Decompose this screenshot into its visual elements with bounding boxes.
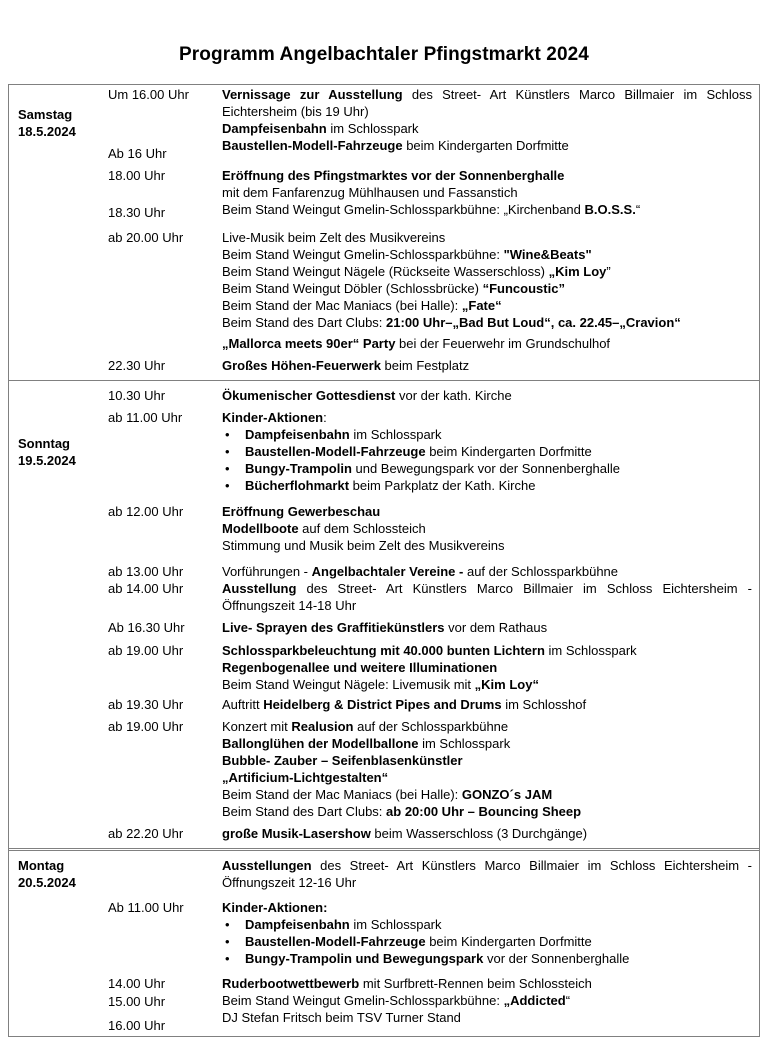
event-entry [222,229,752,331]
event-title: „Artificium-Lichtgestalten“ [222,770,389,785]
kids-activities-list [222,916,752,967]
table-bottom-border [8,1036,760,1037]
time-label: 15.00 Uhr [108,994,166,1009]
event-entry [222,86,752,120]
event-title: Baustellen-Modell-Fahrzeuge [222,138,403,153]
list-item: • Dampfeisenbahn im Schlosspark [245,426,752,443]
day-name: Montag [18,858,65,873]
day-label-sunday [18,435,76,469]
event-text: ” [606,264,611,279]
event-title: Heidelberg & District Pipes and Drums [263,697,502,712]
event-title: große Musik-Lasershow [222,826,371,841]
event-title: Ballonglühen der Modellballone [222,736,419,751]
event-entry [222,120,752,154]
event-title: Kinder-Aktionen: [222,900,328,915]
event-text: Beim Stand Weingut Nägele: Livemusik mit [222,677,475,692]
list-item: • Baustellen-Modell-Fahrzeuge beim Kindergarten Dorfmitte [245,933,752,950]
event-text: beim Kindergarten Dorfmitte [402,138,569,153]
event-text: mit dem Fanfarenzug Mühlhausen und Fassanstich [222,185,518,200]
event-text: auf der Schlossparkbühne [353,719,509,734]
event-title: ab 20:00 Uhr – Bouncing Sheep [386,804,582,819]
event-text: Beim Stand Weingut Döbler (Schlossbrücke) [222,281,483,296]
event-text: vor der kath. Kirche [395,388,512,403]
list-item: • Bungy-Trampolin und Bewegungspark vor der Sonnenberghalle [245,950,752,967]
time-label: 18.00 Uhr [108,168,166,183]
time-label: ab 22.20 Uhr [108,826,184,841]
event-title: Schlossparkbeleuchtung mit 40.000 bunten Lichtern [222,643,545,658]
event-text: des Street- Art Künstlers Marco Billmaier im Schloss Eichtersheim - Öffnungszeit 12-16 Uhr [222,858,752,890]
day-date: 20.5.2024 [18,875,76,890]
event-title: Ausstellung [222,581,297,596]
event-text: mit Surfbrett-Rennen beim Schlossteich [359,976,592,991]
event-text: Stimmung und Musik beim Zelt des Musikvereins [222,538,505,553]
event-title: GONZO´s JAM [461,787,553,802]
event-entry [222,619,752,636]
event-text: Beim Stand Weingut Gmelin-Schlossparkbühne: [222,247,504,262]
event-text: beim Festplatz [380,358,470,373]
event-entry [222,718,752,820]
event-title: Vernissage zur Ausstellung [222,87,403,102]
event-title: „Mallorca meets 90er“ Party [222,336,396,351]
event-title: Dampfeisenbahn [222,121,327,136]
event-entry [222,503,752,554]
event-text: auf der Schlossparkbühne [463,564,619,579]
event-text: Beim Stand Weingut Gmelin-Schlossparkbühne: „Kirchenband [222,202,585,217]
event-title: Live- Sprayen des Graffitiekünstlers [222,620,445,635]
event-entry [222,357,752,374]
list-item: • Bücherflohmarkt beim Parkplatz der Kath. Kirche [245,477,752,494]
event-title: Bubble- Zauber – Seifenblasenkünstler [222,753,463,768]
day-label-monday [18,857,76,891]
event-text: des Street- Art Künstlers Marco Billmaier im Schloss Eichtersheim (bis 19 Uhr) [222,87,752,119]
event-text: Konzert mit [222,719,292,734]
event-title: Realusion [291,719,354,734]
event-text: “ [565,993,571,1008]
event-text: im Schlosspark [544,643,637,658]
time-label: ab 19.00 Uhr [108,643,184,658]
event-text: Beim Stand der Mac Maniacs (bei Halle): [222,787,462,802]
event-title: "Wine&Beats" [503,247,592,262]
time-label: 22.30 Uhr [108,358,166,373]
event-text: Vorführungen - [222,564,312,579]
day-label-saturday [18,106,76,140]
event-text: DJ Stefan Fritsch beim TSV Turner Stand [222,1010,461,1025]
time-label: ab 19.00 Uhr [108,719,184,734]
day-date: 19.5.2024 [18,453,76,468]
event-text: : [323,410,327,425]
event-text: im Schlosspark [326,121,419,136]
time-label: ab 12.00 Uhr [108,504,184,519]
event-title: Regenbogenallee und weitere Illuminationen [222,660,498,675]
event-entry [222,975,752,1026]
time-label: Ab 16.30 Uhr [108,620,185,635]
day-name: Sonntag [18,436,70,451]
list-item: • Bungy-Trampolin und Bewegungspark vor der Sonnenberghalle [245,460,752,477]
event-title: „Fate“ [461,298,502,313]
time-label: Um 16.00 Uhr [108,87,189,102]
event-entry [222,563,752,580]
event-entry [222,387,752,404]
event-entry [222,857,752,891]
time-label: ab 13.00 Uhr [108,564,184,579]
event-entry [222,580,752,614]
event-text: im Schlosshof [501,697,587,712]
time-label: Ab 16 Uhr [108,146,167,161]
event-title: Ruderbootwettbewerb [222,976,360,991]
event-text: Live-Musik beim Zelt des Musikvereins [222,230,446,245]
time-label: ab 14.00 Uhr [108,581,184,596]
event-entry [222,899,752,967]
page-title: Programm Angelbachtaler Pfingstmarkt 2024 [179,44,589,65]
event-entry [222,335,752,352]
event-text: Auftritt [222,697,264,712]
time-label: 18.30 Uhr [108,205,166,220]
event-title: B.O.S.S. [584,202,636,217]
list-item: • Dampfeisenbahn im Schlosspark [245,916,752,933]
event-entry [222,696,752,713]
table-left-border [8,84,9,1037]
time-label: ab 20.00 Uhr [108,230,184,245]
event-text: Beim Stand des Dart Clubs: [222,315,387,330]
event-title: „Kim Loy [548,264,607,279]
table-right-border [759,84,760,1037]
event-text: Beim Stand der Mac Maniacs (bei Halle): [222,298,462,313]
day-date: 18.5.2024 [18,124,76,139]
event-title: „Kim Loy“ [474,677,539,692]
event-entry [222,167,752,218]
time-label: 10.30 Uhr [108,388,166,403]
event-text: beim Wasserschloss (3 Durchgänge) [370,826,588,841]
event-text: auf dem Schlossteich [298,521,426,536]
list-item: • Baustellen-Modell-Fahrzeuge beim Kindergarten Dorfmitte [245,443,752,460]
table-top-border [8,84,760,85]
time-label: Ab 11.00 Uhr [108,900,184,915]
event-title: Eröffnung Gewerbeschau [222,504,381,519]
event-entry [222,825,752,842]
event-title: Großes Höhen-Feuerwerk [222,358,381,373]
time-label: ab 19.30 Uhr [108,697,184,712]
event-text: des Street- Art Künstlers Marco Billmaier im Schloss Eichtersheim - Öffnungszeit 14-18 Uhr [222,581,752,613]
event-title: 21:00 Uhr–„Bad But Loud“, ca. 22.45–„Cravion“ [386,315,681,330]
time-label: 16.00 Uhr [108,1018,166,1033]
event-text: Beim Stand Weingut Gmelin-Schlossparkbühne: [222,993,504,1008]
event-text: im Schlosspark [418,736,511,751]
time-label: ab 11.00 Uhr [108,410,183,425]
event-title: Kinder-Aktionen [222,410,324,425]
event-title: Eröffnung des Pfingstmarktes vor der Sonnenberghalle [222,168,565,183]
event-text: vor dem Rathaus [444,620,548,635]
event-title: Angelbachtaler Vereine - [311,564,464,579]
divider-sat-sun [8,380,760,381]
event-title: “Funcoustic” [482,281,565,296]
event-title: Ausstellungen [222,858,312,873]
event-text: Beim Stand des Dart Clubs: [222,804,387,819]
kids-activities-list [222,426,752,494]
event-title: „Addicted [503,993,566,1008]
event-text: Beim Stand Weingut Nägele (Rückseite Wasserschloss) [222,264,549,279]
event-entry [222,409,752,494]
event-text: “ [635,202,641,217]
day-name: Samstag [18,107,73,122]
event-text: bei der Feuerwehr im Grundschulhof [395,336,611,351]
event-entry [222,642,752,693]
divider-sun-mon [8,848,760,851]
time-label: 14.00 Uhr [108,976,166,991]
event-title: Modellboote [222,521,299,536]
event-title: Ökumenischer Gottesdienst [222,388,396,403]
